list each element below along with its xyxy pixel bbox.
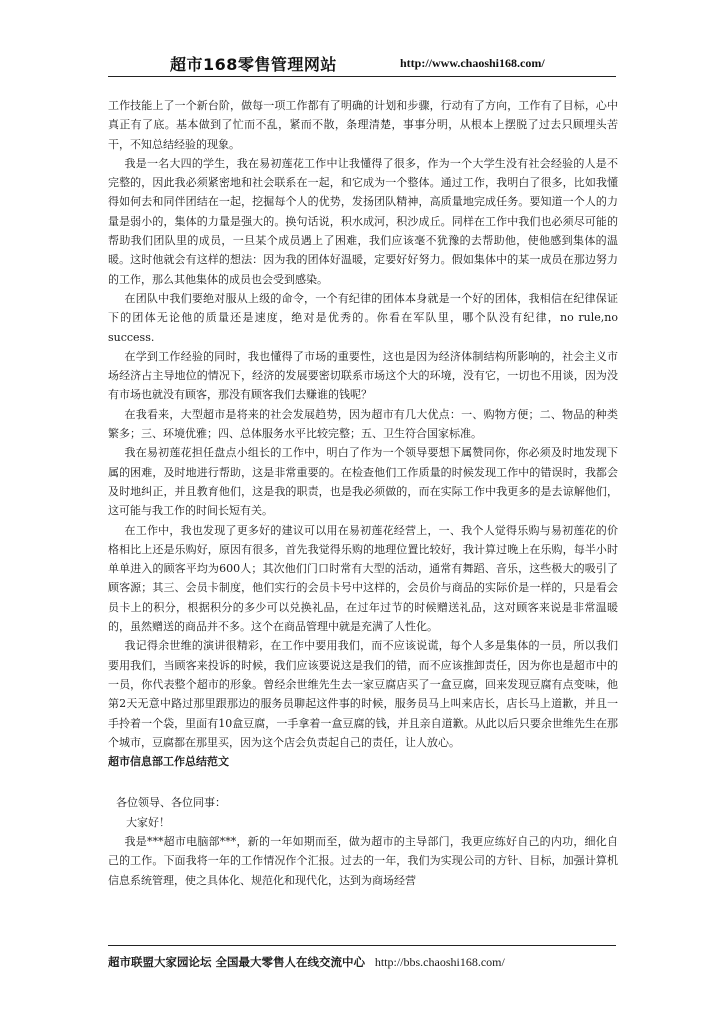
footer-text: 超市联盟大家园论坛 全国最大零售人在线交流中心 bbox=[108, 955, 366, 969]
paragraph-5: 在我看来，大型超市是将来的社会发展趋势，因为超市有几大优点：一、购物方便；二、物品的种类繁多；三、环境优雅；四、总体服务水平比较完整；五、卫生符合国家标准。 bbox=[108, 407, 618, 441]
spacer bbox=[108, 771, 618, 793]
page-footer bbox=[108, 945, 616, 970]
paragraph-7: 在工作中，我也发现了更多好的建议可以用在易初莲花经营上，一、我个人觉得乐购与易初莲花的价格相比上还是乐购好，原因有很多，首先我觉得乐购的地理位置比较好，我计算过晚上在乐购，每半小时单单进入的顾客平均为600人；其次他们门口时常有大型的活动，通常有舞蹈、音乐，这些极大的吸引了顾客源；其三、会员卡制度，他们实行的会员卡号中这样的，会员价与商品的实际价是一样的，只是看会员卡上的积分，根据积分的多少可以兑换礼品，在过年过节的时候赠送礼品，这对顾客来说是非常温暖的，虽然赠送的商品并不多。这个在商品管理中就是充满了人性化。 bbox=[108, 523, 618, 634]
paragraph-6: 我在易初莲花担任盘点小组长的工作中，明白了作为一个领导要想下属赞同你，你必须及时地发现下属的困难，及时地进行帮助，这是非常重要的。在检查他们工作质量的时候发现工作中的错误时，我都会及时地纠正，并且教育他们，这是我的职责，也是我必须做的，而在实际工作中我更多的是去谅解他们，这可能与我工作的时间长短有关。 bbox=[108, 446, 618, 518]
footer-url-link[interactable]: http://bbs.chaoshi168.com/ bbox=[374, 955, 505, 969]
section-heading: 超市信息部工作总结范文 bbox=[108, 755, 229, 769]
paragraph-last: 我是***超市电脑部***，新的一年如期而至，做为超市的主导部门，我更应练好自己的内功，细化自己的工作。下面我将一年的工作情况作个汇报。过去的一年，我们为实现公司的方针、目标，加强计算机信息系统管理，使之具体化、规范化和现代化，达到为商场经营 bbox=[108, 834, 618, 887]
paragraph-3: 在团队中我们要绝对服从上级的命令，一个有纪律的团体本身就是一个好的团体，我相信在纪律保证下的团体无论他的质量还是速度，绝对是优秀的。你看在军队里，哪个队没有纪律，no rule,no success. bbox=[108, 291, 618, 344]
site-title: 超市168零售管理网站 bbox=[170, 55, 337, 74]
site-url-link[interactable]: http://www.chaoshi168.com/ bbox=[400, 56, 545, 70]
document-body bbox=[108, 96, 618, 890]
paragraph-1: 工作技能上了一个新台阶，做每一项工作都有了明确的计划和步骤，行动有了方向，工作有了目标，心中真正有了底。基本做到了忙而不乱，紧而不散，条理清楚，事事分明，从根本上摆脱了过去只顾埋头苦干，不知总结经验的现象。 bbox=[108, 99, 618, 151]
greeting-hello: 大家好！ bbox=[126, 815, 170, 829]
paragraph-2: 我是一名大四的学生，我在易初莲花工作中让我懂得了很多，作为一个大学生没有社会经验的人是不完整的，因此我必须紧密地和社会联系在一起，和它成为一个整体。通过工作，我明白了很多，比如我懂得如何去和同伴团结在一起，挖掘每个人的优势，发扬团队精神，高质量地完成任务。要知道一个人的力量是弱小的，集体的力量是强大的。换句话说，积水成河，积沙成丘。同样在工作中我们也必须尽可能的帮助我们团队里的成员，一旦某个成员遇上了困难，我们应该毫不犹豫的去帮助他，使他感到集体的温暖。这时他就会有这样的想法：因为我的团体好温暖，定要好好努力。假如集体中的某一成员在那边努力的工作，那么其他集体的成员也会受到感染。 bbox=[108, 156, 618, 286]
page-header bbox=[108, 50, 616, 77]
greeting-line: 各位领导、各位同事： bbox=[116, 796, 226, 810]
paragraph-4: 在学到工作经验的同时，我也懂得了市场的重要性，这也是因为经济体制结构所影响的，社会主义市场经济占主导地位的情况下，经济的发展要密切联系市场这个大的环境，没有它，一切也不用谈，因为没有市场也就没有顾客，那没有顾客我们去赚谁的钱呢？ bbox=[108, 349, 618, 402]
paragraph-8: 我记得余世维的演讲很精彩，在工作中要用我们，而不应该说谎，每个人多是集体的一员，所以我们要用我们，当顾客来投诉的时候，我们应该要说这是我们的错，而不应该推卸责任，因为你也是超市中的一员，你代表整个超市的形象。曾经余世维先生去一家豆腐店买了一盒豆腐，回来发现豆腐有点变味，他第2天无意中路过那里跟那边的服务员聊起这件事的时候，服务员马上叫来店长，店长马上道歉，并且一手拎着一个袋，里面有10盒豆腐，一手拿着一盒豆腐的钱，并且亲自道歉。从此以后只要余世维先生在那个城市，豆腐都在那里买，因为这个店会负责起自己的责任，让人放心。 bbox=[108, 639, 618, 749]
